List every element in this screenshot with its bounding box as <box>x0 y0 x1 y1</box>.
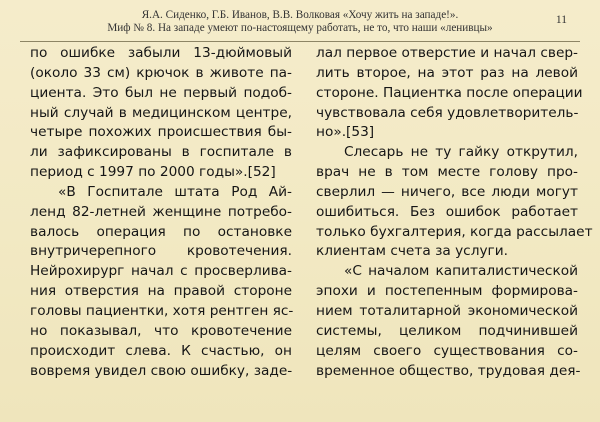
text-line: сверлил — ничего, все люди могут <box>316 183 578 200</box>
text-line: по ошибке забыли 13-дюймовый <box>30 45 292 61</box>
header-chapter-title: Миф № 8. На западе умеют по-настоящему работать, не то, что наши «ленивцы» <box>107 22 493 34</box>
text-line: системы, целиком подчинившей <box>316 322 578 339</box>
text-line: но показывал, что кровотечение <box>30 322 292 339</box>
text-line: лал первое отверстие и начал свер- <box>316 45 578 61</box>
text-line: врач не в том месте голову про- <box>316 164 578 181</box>
text-line: внутричерепного кровотечения. <box>30 243 292 260</box>
text-line: период с 1997 по 2000 годы».[52] <box>30 164 276 181</box>
header-authors-title: Я.А. Сиденко, Г.Б. Иванов, В.В. Волковая «Хочу жить на западе!». <box>141 9 459 21</box>
running-header <box>0 9 600 35</box>
text-line: ный случай в медицинском центре, <box>30 104 292 121</box>
text-line: только бухгалтерия, когда рассылает <box>316 223 593 240</box>
text-line: клиентам счета за услуги. <box>316 243 508 260</box>
header-divider <box>20 41 580 42</box>
page-number: 11 <box>555 14 567 26</box>
text-line: чувствовала себя удовлетворитель- <box>316 104 579 121</box>
text-line: четыре похожих происшествия бы- <box>30 124 292 141</box>
text-line: лить второе, на этот раз на левой <box>316 64 578 81</box>
text-line: эпохи и постепенным формирова- <box>316 283 578 300</box>
text-line: ния отверстия на правой стороне <box>30 283 292 300</box>
left-text-column <box>30 44 292 381</box>
text-line: «В Госпитале штата Род Ай- <box>58 183 292 200</box>
text-line: ленд 82-летней женщине потребо- <box>30 203 292 220</box>
text-line: Слесарь не ту гайку открутил, <box>344 144 578 161</box>
right-text-column <box>316 44 593 381</box>
text-line: (около 33 см) крючок в животе па- <box>30 64 292 81</box>
text-line: временное общество, трудовая дея- <box>316 362 581 379</box>
text-line: валось операция по остановке <box>30 223 292 240</box>
text-line: ошибиться. Без ошибок работает <box>316 203 578 220</box>
text-line: ли зафиксированы в госпитале в <box>30 144 292 161</box>
text-line: Нейрохирург начал с просверлива- <box>30 263 292 280</box>
text-line: «С началом капиталистической <box>344 263 578 280</box>
text-line: циента. Это был не первый подоб- <box>30 84 292 101</box>
text-line: стороне. Пациентка после операции <box>316 84 583 101</box>
text-line: целям своего существования со- <box>316 342 578 359</box>
text-line: но».[53] <box>316 124 375 141</box>
text-line: головы пациентки, хотя рентген яс- <box>30 302 294 319</box>
text-line: нием тоталитарной экономической <box>316 302 578 319</box>
text-line: происходит слева. К счастью, он <box>30 342 292 359</box>
text-line: вовремя увидел свою ошибку, заде- <box>30 362 293 379</box>
